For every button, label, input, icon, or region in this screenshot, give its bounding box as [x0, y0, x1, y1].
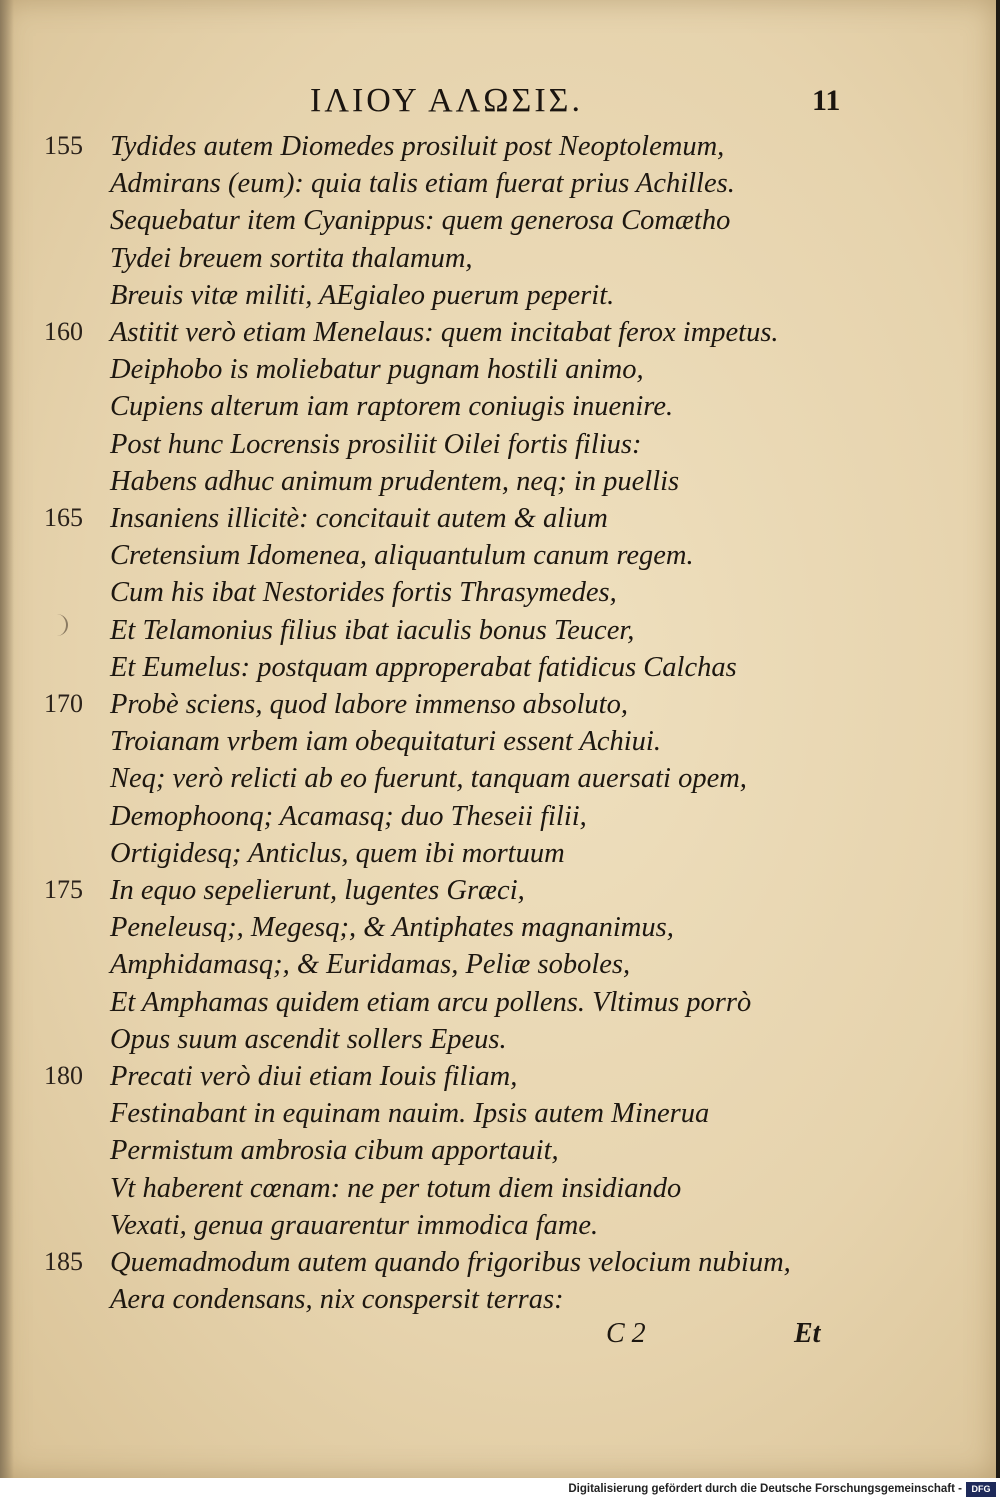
verse-line: In equo sepelierunt, lugentes Græci, [110, 875, 525, 906]
signature-mark: C 2 [606, 1318, 646, 1349]
verse-line: Et Telamonius filius ibat iaculis bonus Teucer, [110, 614, 635, 646]
verse-line: Aera condensans, nix conspersit terras: [110, 1284, 564, 1316]
verse-line: Breuis vitæ militi, AEgialeo puerum peperit. [110, 279, 615, 311]
verse-line: Quemadmodum autem quando frigoribus velocium nubium, [110, 1247, 791, 1278]
line-number: 160 [44, 317, 83, 346]
verse-line: Amphidamasq;, & Euridamas, Peliæ soboles, [110, 949, 631, 981]
verse-line: Demophoonq; Acamasq; duo Theseii filii, [110, 800, 587, 832]
catchword: Et [794, 1318, 821, 1349]
verse-line: Tydides autem Diomedes prosiluit post Neoptolemum, [110, 131, 725, 162]
verse-line: Precati verò diui etiam Iouis filiam, [110, 1061, 518, 1092]
running-title: ΙΛΙΟΥ ΑΛΩΣΙΣ. [310, 82, 583, 119]
page-number: 11 [812, 84, 841, 117]
verse-line: Opus suum ascendit sollers Epeus. [110, 1023, 507, 1055]
verse-line: Post hunc Locrensis prosiliit Oilei fortis filius: [110, 428, 642, 460]
verse-line: Tydei breuem sortita thalamum, [110, 242, 473, 274]
verse-line: Habens adhuc animum prudentem, neq; in puellis [110, 465, 680, 497]
verse-line: Vt haberent cœnam: ne per totum diem insidiando [110, 1172, 682, 1204]
dfg-logo: DFG [966, 1482, 996, 1497]
verse-line: Festinabant in equinam nauim. Ipsis autem Minerua [110, 1098, 710, 1130]
verse-line: Insaniens illicitè: concitauit autem & alium [110, 503, 608, 534]
line-number: 170 [44, 689, 83, 718]
verse-line: Cum his ibat Nestorides fortis Thrasymedes, [110, 577, 617, 609]
verse-line: Permistum ambrosia cibum apportauit, [110, 1135, 559, 1167]
running-head [0, 82, 996, 122]
line-number: 155 [44, 131, 83, 160]
margin-pencil-mark [40, 614, 68, 636]
digitization-credit: Digitalisierung gefördert durch die Deutsche Forschungsgemeinschaft - [568, 1483, 962, 1495]
line-number: 180 [44, 1061, 83, 1090]
verse-line: Et Eumelus: postquam approperabat fatidicus Calchas [110, 651, 737, 683]
line-number: 175 [44, 875, 83, 904]
verse-line: Deiphobo is moliebatur pugnam hostili animo, [110, 354, 644, 386]
verse-line: Et Amphamas quidem etiam arcu pollens. Vltimus porrò [110, 986, 752, 1018]
digitization-footer [0, 1478, 1000, 1502]
verse-line: Admirans (eum): quia talis etiam fuerat prius Achilles. [110, 168, 735, 200]
verse-line: Probè sciens, quod labore immenso absoluto, [110, 689, 628, 720]
verse-line: Neq; verò relicti ab eo fuerunt, tanquam auersati opem, [110, 763, 747, 795]
line-number: 165 [44, 503, 83, 532]
verse-line: Troianam vrbem iam obequitaturi essent Achiui. [110, 726, 661, 758]
verse-line: Astitit verò etiam Menelaus: quem incitabat ferox impetus. [110, 317, 779, 348]
verse-line: Vexati, genua grauarentur immodica fame. [110, 1209, 599, 1241]
verse-line: Sequebatur item Cyanippus: quem generosa Comætho [110, 205, 731, 237]
verse-line: Cretensium Idomenea, aliquantulum canum regem. [110, 540, 694, 572]
verse-line: Cupiens alterum iam raptorem coniugis inuenire. [110, 391, 674, 423]
verse-line: Peneleusq;, Megesq;, & Antiphates magnanimus, [110, 912, 674, 944]
verse-line: Ortigidesq; Anticlus, quem ibi mortuum [110, 837, 565, 869]
line-number: 185 [44, 1247, 83, 1276]
